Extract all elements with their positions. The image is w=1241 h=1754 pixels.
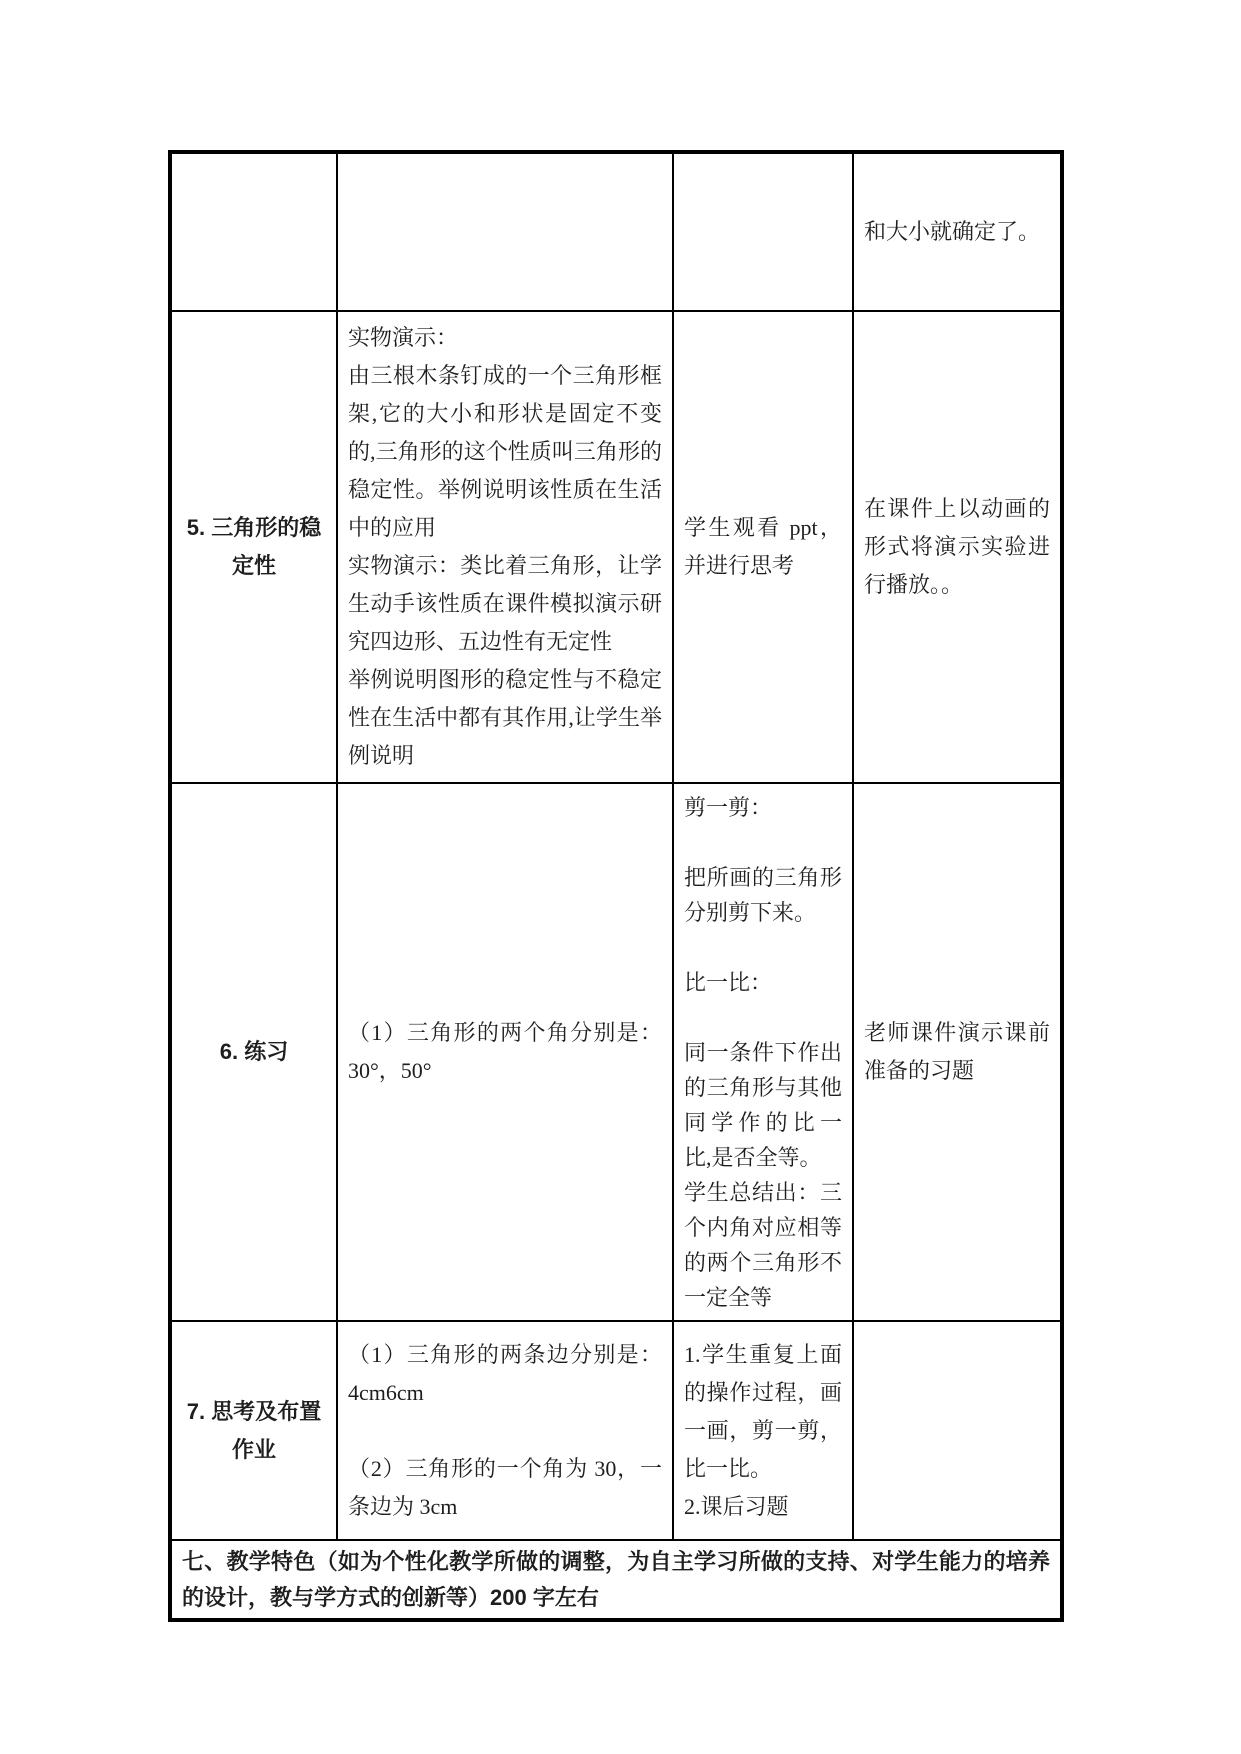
media-usage-cell — [853, 783, 1062, 1321]
student-activity-cell — [673, 311, 853, 783]
teaching-content-cell — [337, 311, 673, 783]
paragraph: （2）三角形的一个角为 30，一条边为 3cm — [348, 1455, 662, 1519]
footer-cell — [170, 1540, 1062, 1620]
teaching-content-cell — [337, 783, 673, 1321]
paragraph: 比一比： — [684, 969, 773, 995]
paragraph — [684, 1000, 842, 1035]
paragraph: 实物演示： — [348, 325, 459, 350]
paragraph — [684, 930, 842, 965]
table-row-exercise — [170, 783, 1062, 1321]
lesson-plan-table — [168, 150, 1064, 1622]
table-row-homework — [170, 1321, 1062, 1540]
student-activity-cell — [673, 152, 853, 311]
paragraph: 在课件上以动画的形式将演示实验进行播放。。 — [864, 496, 1050, 597]
paragraph: 实物演示：类比着三角形，让学生动手该性质在课件模拟演示研究四边形、五边性有无定性 — [348, 553, 662, 654]
step-cell — [170, 1321, 337, 1540]
step-label: 5. 三角形的稳定性 — [186, 515, 322, 578]
paragraph: 2.课后习题 — [684, 1493, 789, 1519]
step-cell — [170, 311, 337, 783]
teaching-content-cell — [337, 152, 673, 311]
footer-text: 七、教学特色（如为个性化教学所做的调整，为自主学习所做的支持、对学生能力的培养的设计，教与学方式的创新等）200 字左右 — [182, 1548, 1050, 1610]
table-row-continuation — [170, 152, 1062, 311]
step-label: 6. 练习 — [219, 1039, 289, 1064]
media-usage-cell — [853, 152, 1062, 311]
paragraph: 老师课件演示课前准备的习题 — [864, 1020, 1050, 1083]
step-cell — [170, 783, 337, 1321]
table-row-stability — [170, 311, 1062, 783]
paragraph: 剪一剪： — [684, 794, 773, 820]
media-usage-cell — [853, 1321, 1062, 1540]
paragraph: 同一条件下作出的三角形与其他同学作的比一比,是否全等。 — [684, 1039, 842, 1170]
step-cell — [170, 152, 337, 311]
teaching-content-cell — [337, 1321, 673, 1540]
table-footer-row — [170, 1540, 1062, 1620]
paragraph: （1）三角形的两个角分别是：30°，50° — [348, 1020, 662, 1083]
paragraph: 学生观看 ppt，并进行思考 — [684, 515, 842, 578]
paragraph: 举例说明图形的稳定性与不稳定性在生活中都有其作用,让学生举例说明 — [348, 667, 662, 768]
paragraph: 把所画的三角形分别剪下来。 — [684, 864, 842, 925]
paragraph — [348, 1412, 662, 1450]
paragraph: 和大小就确定了。 — [864, 219, 1041, 244]
step-label: 7. 思考及布置作业 — [186, 1398, 322, 1462]
paragraph: 由三根木条钉成的一个三角形框架,它的大小和形状是固定不变的,三角形的这个性质叫三角形的稳定性。举例说明该性质在生活中的应用 — [348, 363, 662, 540]
student-activity-cell — [673, 1321, 853, 1540]
paragraph: 1.学生重复上面的操作过程，画一画，剪一剪，比一比。 — [684, 1341, 842, 1481]
paragraph — [684, 825, 842, 860]
paragraph: （1）三角形的两条边分别是：4cm6cm — [348, 1341, 662, 1405]
paragraph: 学生总结出：三个内角对应相等的两个三角形不一定全等 — [684, 1179, 842, 1310]
student-activity-cell — [673, 783, 853, 1321]
media-usage-cell — [853, 311, 1062, 783]
